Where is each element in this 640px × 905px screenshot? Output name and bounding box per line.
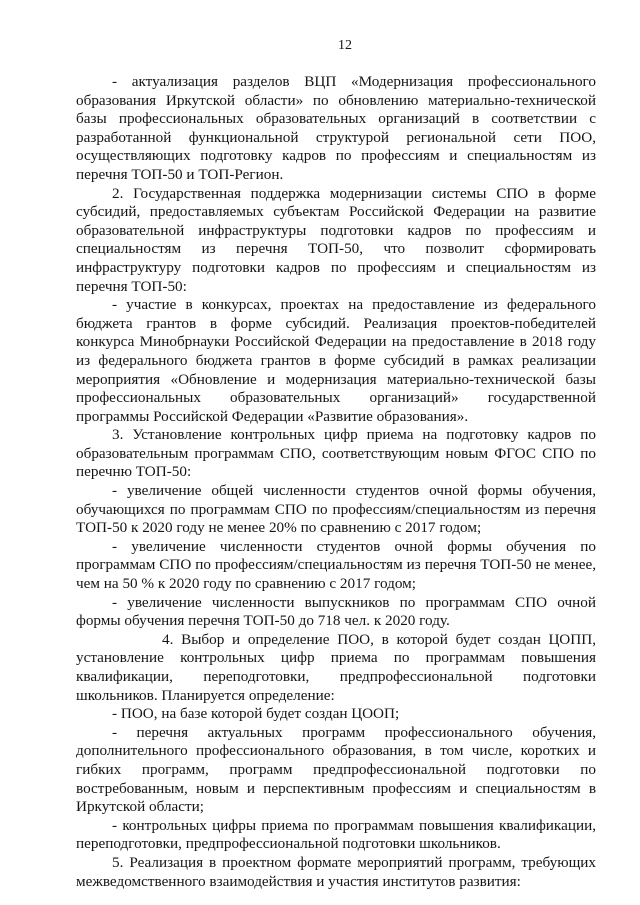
paragraph-project-format: 5. Реализация в проектном формате мероприятий программ, требующих межведомственного взаимодействия и участия институтов развития: [76,853,596,890]
paragraph-programs-list: - перечня актуальных программ профессионального обучения, дополнительного профессионального образования, в том числе, коротких и гибких программ, программ предпрофессиональной подготовки по востребованным, новым и перспективным профессиям и специальностям в Иркутской области; [76,723,596,816]
paragraph-admission-numbers: - контрольных цифры приема по программам повышения квалификации, переподготовки, предпрофессиональной подготовки школьников. [76,816,596,853]
paragraph-poo-base: - ПОО, на базе которой будет создан ЦООП; [112,705,400,723]
paragraph-admission-targets: 3. Установление контрольных цифр приема на подготовку кадров по образовательным программам СПО, соответствующим новым ФГОС СПО по перечню ТОП-50: [76,426,596,481]
paragraph-vcp-update: - актуализация разделов ВЦП «Модернизация профессионального образования Иркутской области» по обновлению материально-технической базы профессиональных образовательных организаций в соответствии с разработанной функциональной структурой региональной сети ПОО, осуществляющих подготовку кадров по профессиям и специальностям из перечня ТОП-50 и ТОП-Регион. [76,73,596,183]
paragraph-fulltime-increase: - увеличение численности студентов очной формы обучения по программам СПО по профессиям/специальностям из перечня ТОП-50 не менее, чем на 50 % к 2020 году по сравнению с 2017 годом; [76,537,596,593]
paragraph-student-increase: - увеличение общей численности студентов очной формы обучения, обучающихся по программам СПО по профессиям/специальностям из перечня ТОП-50 к 2020 году не менее 20% по сравнению с 2017 годом; [76,482,596,537]
paragraph-graduates-increase: - увеличение численности выпускников по программам СПО очной формы обучения перечня ТОП-50 до 718 чел. к 2020 году. [76,593,596,630]
paragraph-state-support: 2. Государственная поддержка модернизации системы СПО в форме субсидий, предоставляемых субъектам Российской Федерации на развитие образовательной инфраструктуры подготовки кадров по профессиям и специальностям из перечня ТОП-50, что позволит сформировать инфраструктуру подготовки кадров по профессиям и специальностям из перечня ТОП-50: [76,184,596,295]
page-number: 12 [338,38,352,53]
paragraph-copp-selection: 4. Выбор и определение ПОО, в которой будет создан ЦОПП, установление контрольных цифр приема по программам повышения квалификации, переподготовки, предпрофессиональной подготовки школьников. Планируется определение: [76,630,596,704]
paragraph-grant-competitions: - участие в конкурсах, проектах на предоставление из федерального бюджета грантов в форме субсидий. Реализация проектов-победителей конкурса Минобрнауки Российской Федерации на предоставление в 2018 году из федерального бюджета грантов в форме субсидий в рамках реализации мероприятия «Обновление и модернизация материально-технической базы профессиональных образовательных организаций» государственной программы Российской Федерации «Развитие образования». [76,296,596,425]
